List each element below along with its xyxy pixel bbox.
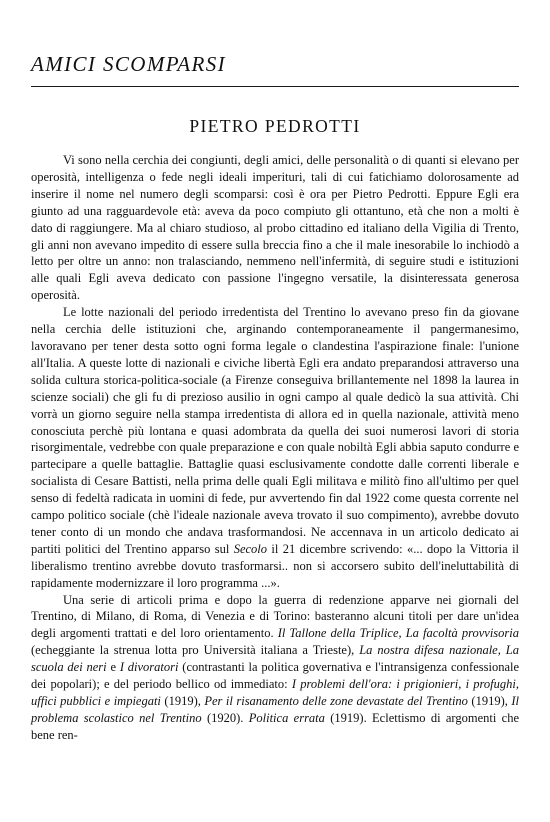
article-titles-5: Per il risanamento delle zone devastate del Trentino bbox=[204, 694, 468, 708]
paragraph-3-run-3: (contrastanti la politica governativa e l'intransigenza confessionale dei popolari); e del periodo bellico od immediato: bbox=[31, 660, 520, 692]
article-titles-4: I problemi dell'ora: i prigionieri, i profughi, uffici pubblici e impiegati bbox=[31, 677, 520, 708]
paragraph-3-run-6: (1920). bbox=[201, 710, 249, 725]
section-divider bbox=[31, 86, 519, 87]
section-title: AMICI SCOMPARSI bbox=[31, 52, 226, 76]
article-body bbox=[31, 152, 519, 744]
article-titles-3: I divoratori bbox=[119, 660, 179, 675]
paragraph-3-run-7: (1919). Eclettismo di argomenti che bene ren- bbox=[31, 710, 520, 742]
article-titles-6: Il problema scolastico nel Trentino bbox=[31, 694, 520, 725]
newspaper-title: Secolo bbox=[233, 541, 268, 556]
paragraph-3-run-1: (echeggiante la strenua lotta pro Università italiana a Trieste), bbox=[31, 643, 360, 658]
paragraph-1: Vi sono nella cerchia dei congiunti, degli amici, delle personalità o di quanti si elevano per operosità, intelligenza o fede negli ideali imperituri, tali di cui fatichiamo dolorosamente ad inserire il nome nel numero degli scomparsi: così è ora per Pietro Pedrotti. Eppure Egli era giunto ad una ragguardevole età: aveva da poco compiuto gli ottantuno, età che non a molti è dato di raggiungere. Ma al chiaro studioso, al probo cittadino ed italiano della Vigilia di Trento, gli anni non avevano impedito di essere sulla breccia fino a che il male inesorabile lo inchiodò a letto per oltre un anno: non tralasciando, nemmeno nell'infermità, di seguire studi e istituzioni alle quali Egli aveva dedicato con passione l'ingegno versatile, la disinteressata generosa operosità. bbox=[31, 153, 519, 303]
paragraph-3-run-5: (1919), bbox=[467, 694, 512, 708]
paragraph-2-text: Le lotte nazionali del periodo irredentista del Trentino lo avevano preso fin da giovane nella cerchia delle istituzioni che, arginando contemporaneamente il pangermanesimo, lavoravano per tener desta sotto ogni forma legale o clandestina l'aspirazione finale: l'unione all'Italia. A queste lotte di nazionali e civiche libertà Egli era andato preparandosi attraverso una solida cultura storica-politica-sociale (a Firenze conseguiva brillantemente nel 1898 la laurea in scienze sociali) che gli fu di prezioso ausilio in ogni campo al quale dedicò la sua attività. Chi vorrà un giorno seguire nella stampa irredentista di allora ed in quella nazionale, attività meno conosciuta perchè più lontana e quasi adombrata da quella dei suoi numerosi lavori di storia risorgimentale, vedrebbe con quale preparazione e con quale nobiltà Egli abbia saputo condurre e partecipare a quelle battaglie. Battaglie quasi esclusivamente condotte dalle correnti liberale e socialista di Cesare Battisti, nella prima delle quali Egli militava e militò fino all'ultimo per quel senso di fedeltà radicata in uomini di fede, pur avvertendo fin dal 1922 come questa corrente nel campo politico sociale (chè l'ideale nazionale aveva trovato il suo compimento), avrebbe dovuto tener conto di un mondo che andava trasformandosi. Ne accennava in un articolo dedicato ai partiti politici del Trentino apparso sul bbox=[31, 305, 519, 556]
paragraph-2 bbox=[31, 304, 519, 591]
article-titles-7: Politica errata bbox=[248, 710, 325, 725]
paragraph-3-run-4: (1919), bbox=[160, 694, 205, 708]
paragraph-2-quote: il 21 dicembre scrivendo: «... dopo la Vittoria il liberalismo trentino avrebbe dovuto trasformarsi.. non si accorsero subito dell'ineluttabilità di rapidamente modernizzare il loro programma ...». bbox=[31, 541, 520, 590]
paragraph-3-run-2: e bbox=[106, 660, 120, 675]
article-title: PIETRO PEDROTTI bbox=[189, 116, 361, 136]
paragraph-3-text: Una serie di articoli prima e dopo la guerra di redenzione apparve nei giornali del Trentino, di Milano, di Roma, di Venezia e di Torino: basteranno alcuni titoli per dare un'idea degli argomenti trattati e del loro orientamento. bbox=[31, 592, 519, 641]
paragraph-3 bbox=[31, 592, 519, 744]
article-titles-1: Il Tallone della Triplice, La facoltà provvisoria bbox=[277, 626, 519, 641]
article-titles-2: La nostra difesa nazionale, La scuola dei neri bbox=[31, 643, 520, 675]
